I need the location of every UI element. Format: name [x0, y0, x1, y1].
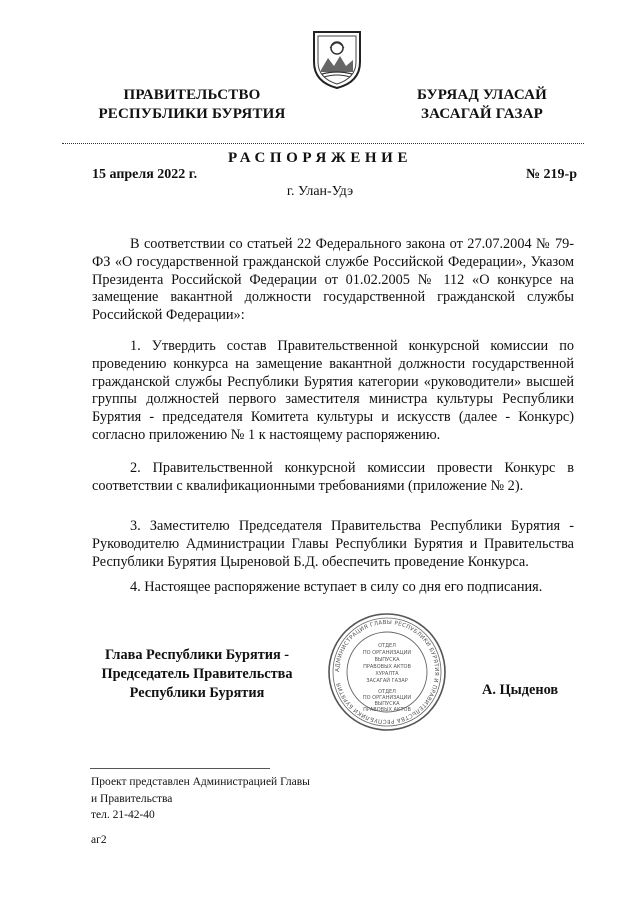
- seal-ring-text: АДМИНИСТРАЦИЯ ГЛАВЫ РЕСПУБЛИКИ БУРЯТИЯ И ПРАВИТЕЛЬСТВА РЕСПУБЛИКИ БУРЯТИЯ: [334, 619, 440, 725]
- seal-center-line: ВЫПУСКА: [374, 657, 400, 663]
- footer-phone: тел. 21-42-40: [91, 809, 155, 821]
- header-right: [402, 86, 562, 124]
- header-right-line2: ЗАСАГАЙ ГАЗАР: [421, 106, 543, 122]
- coat-of-arms-emblem: [308, 26, 366, 90]
- seal-center-line: ЗАСАГАЙ ГАЗАР: [366, 678, 408, 684]
- clause-4: 4. Настоящее распоряжение вступает в силу со дня его подписания.: [130, 579, 543, 595]
- header-left-line2: РЕСПУБЛИКИ БУРЯТИЯ: [98, 106, 286, 122]
- clause-3: 3. Заместителю Председателя Правительства Республики Бурятия - Руководителю Администрации Главы Республики Бурятия и Правительства Республики Бурятия Цыреновой Б.Д. обеспечить проведение Конкурса.: [92, 518, 574, 570]
- seal-center-line: ПО ОРГАНИЗАЦИИ: [362, 650, 412, 656]
- seal-center-line: ПО ОРГАНИЗАЦИИ: [362, 695, 412, 701]
- signatory-name: А. Цыденов: [482, 682, 559, 698]
- signatory-title-line3: Республики Бурятия: [129, 685, 265, 701]
- footer-line2: и Правительства: [91, 792, 173, 805]
- preamble-paragraph: В соответствии со статьей 22 Федерального закона от 27.07.2004 № 79-ФЗ «О государственной гражданской службе Российской Федерации», Указом Президента Российской Федерации от 01.02.2005 № 112 «О конкурсе на замещение вакантной должности государственной гражданской службы Российской Федерации»:: [92, 236, 574, 324]
- signatory-title-line1: Глава Республики Бурятия -: [104, 647, 290, 663]
- header-divider: [62, 143, 584, 144]
- document-title: РАСПОРЯЖЕНИЕ: [227, 150, 413, 166]
- header-right-line1: БУРЯАД УЛАСАЙ: [416, 87, 548, 103]
- footer-code: аг2: [91, 834, 107, 846]
- signatory-title-line2: Председатель Правительства: [101, 666, 293, 682]
- seal-center-line: ПРАВОВЫХ АКТОВ: [363, 664, 411, 670]
- document-date: 15 апреля 2022 г.: [92, 167, 198, 182]
- seal-center-line: ХУРАЛТА: [375, 671, 399, 677]
- footer-line1: Проект представлен Администрацией Главы: [91, 776, 310, 788]
- official-seal-stamp: [326, 611, 448, 733]
- signatory-title: [82, 646, 312, 703]
- header-left: [92, 86, 292, 124]
- seal-center-line: ВЫПУСКА: [374, 701, 400, 707]
- clause-2: 2. Правительственной конкурсной комиссии провести Конкурс в соответствии с квалификационными требованиями (приложение № 2).: [92, 460, 574, 494]
- header-left-line1: ПРАВИТЕЛЬСТВО: [123, 87, 261, 103]
- seal-center-line: ОТДЕЛ: [378, 689, 396, 695]
- document-number: № 219-р: [525, 167, 577, 182]
- clause-1: 1. Утвердить состав Правительственной конкурсной комиссии по проведению конкурса на замещение вакантной должности государственной гражданской службы Республики Бурятия категории «руководители» высшей группы должностей первого заместителя министра культуры Республики Бурятия - председателя Комитета культуры и искусств (далее - Конкурс) согласно приложению № 1 к настоящему распоряжению.: [92, 338, 574, 443]
- seal-center-line: ПРАВОВЫХ АКТОВ: [363, 707, 411, 713]
- seal-center-line: ОТДЕЛ: [378, 643, 396, 649]
- footer-divider: [90, 768, 270, 769]
- footer-note: [91, 774, 310, 824]
- document-city: г. Улан-Удэ: [286, 184, 354, 199]
